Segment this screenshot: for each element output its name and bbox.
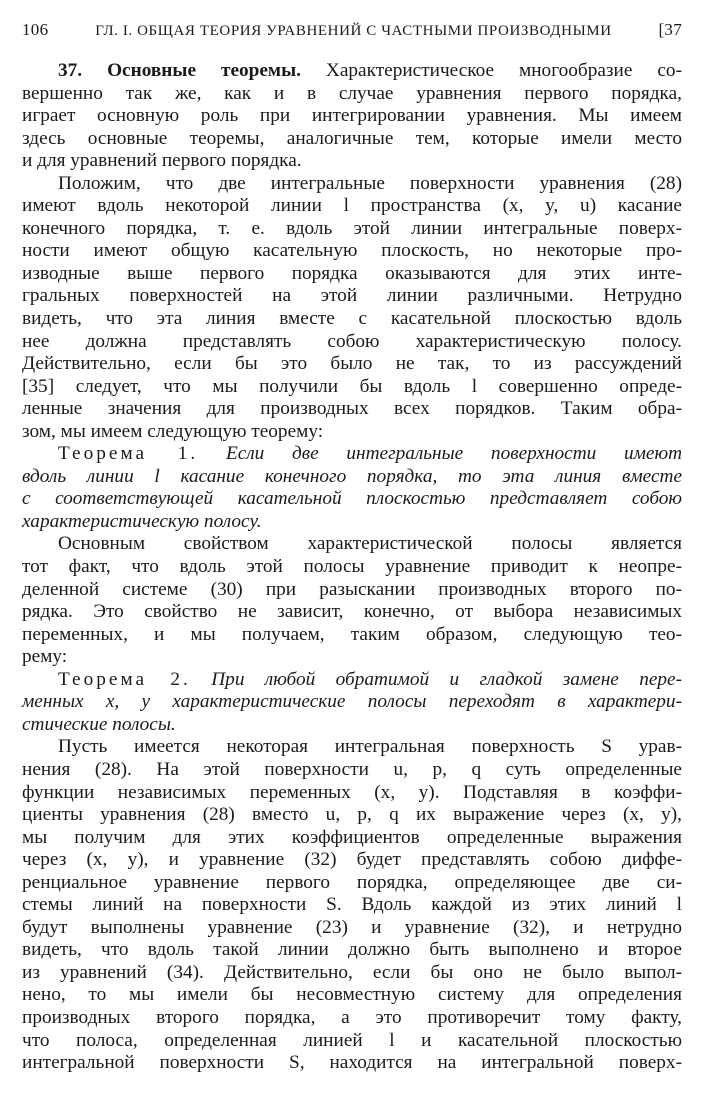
section-heading: 37. Основные теоремы. [58, 60, 301, 81]
theorem-2-line: менных x, y характеристические полосы переходят в характери- [22, 691, 682, 713]
text-line: вершенно так же, как и в случае уравнения первого порядка, [22, 82, 682, 104]
text-line: Основным свойством характеристической полосы является [58, 533, 682, 555]
text-line: тот факт, что вдоль этой полосы уравнение приводит к неопре- [22, 556, 682, 578]
text-line: функции независимых переменных (x, y). Подставляя в коэффи- [22, 781, 682, 803]
text-line: [35] следует, что мы получили бы вдоль l совершенно опреде- [22, 375, 682, 397]
text-line: переменных, и мы получаем, таким образом, следующую тео- [22, 623, 682, 645]
text-line: что полоса, определенная линией l и касательной плоскостью [22, 1029, 682, 1051]
theorem-1-line: с соответствующей касательной плоскостью представляет собою [22, 488, 682, 510]
text-line: изводные выше первого порядка оказываются для этих инте- [22, 262, 682, 284]
text-line: конечного порядка, т. е. вдоль этой линии интегральные поверх- [22, 217, 682, 239]
text-line: рему: [22, 646, 68, 668]
text-line: ренциальное уравнение первого порядка, определяющее две си- [22, 871, 682, 893]
section-number: [37 [658, 20, 682, 39]
text-line: производных второго порядка, а это противоречит тому факту, [22, 1006, 682, 1028]
text-line: нено, то мы имели бы несовместную систему для определения [22, 984, 682, 1006]
text-line: деленной системе (30) при разыскании производных второго по- [22, 578, 682, 600]
theorem-1-line: характеристическую полосу. [22, 510, 262, 532]
text-line: 37. Основные теоремы. Характеристическое многообразие со- [58, 60, 682, 81]
text-line: интегральной поверхности S, находится на интегральной поверх- [22, 1052, 682, 1074]
text-line: из уравнений (34). Действительно, если бы оно не было выпол- [22, 961, 682, 983]
theorem-1-line: вдоль линии l касание конечного порядка, то эта линия вместе [22, 465, 682, 487]
text-line: здесь основные теоремы, аналогичные тем, которые имели место [22, 127, 682, 149]
theorem-2-line: Теорема 2. При любой обратимой и гладкой замене пере- [58, 668, 683, 690]
text-line: видеть, что вдоль такой линии должно быть выполнено и второе [22, 939, 682, 961]
text-line: имеют вдоль некоторой линии l пространства (x, y, u) касание [22, 195, 682, 217]
text-line: циенты уравнения (28) вместо u, p, q их выражение через (x, y), [22, 804, 682, 826]
text-line: видеть, что эта линия вместе с касательной плоскостью вдоль [22, 308, 682, 330]
text-line: стемы линий на поверхности S. Вдоль каждой из этих линий l [22, 894, 682, 916]
text-line: Пусть имеется некоторая интегральная поверхность S урав- [58, 736, 682, 758]
page-number: 106 [22, 20, 49, 39]
text-line: нения (28). На этой поверхности u, p, q суть определенные [22, 758, 682, 780]
text-line: нее должна представлять собою характеристическую полосу. [22, 330, 682, 352]
text-line: рядка. Это свойство не зависит, конечно, от выбора независимых [22, 601, 682, 623]
text-line: мы получим для этих коэффициентов определенные выражения [22, 826, 682, 848]
text-line: зом, мы имеем следующую теорему: [22, 420, 324, 442]
chapter-title: ГЛ. I. ОБЩАЯ ТЕОРИЯ УРАВНЕНИЙ С ЧАСТНЫМИ ПРОИЗВОДНЫМИ [95, 23, 612, 39]
theorem-1-line: Теорема 1. Если две интегральные поверхности имеют [58, 443, 683, 465]
text-line: гральных поверхностей на этой линии различными. Нетрудно [22, 285, 682, 307]
theorem-2-line: стические полосы. [22, 713, 176, 735]
text-line: и для уравнений первого порядка. [22, 150, 302, 172]
text-line: ленные значения для производных всех порядков. Таким обра- [22, 398, 682, 420]
text-line: играет основную роль при интегрировании уравнения. Мы имеем [22, 105, 682, 127]
theorem-1-label: Теорема 1. [58, 443, 199, 465]
text-line: Действительно, если бы это было не так, то из рассуждений [22, 353, 682, 375]
text-line: через (x, y), и уравнение (32) будет представлять собою диффе- [22, 849, 682, 871]
text-line: ности имеют общую касательную плоскость, но некоторые про- [22, 240, 682, 262]
text-line: будут выполнены уравнение (23) и уравнение (32), и нетрудно [22, 916, 682, 938]
page-body [22, 60, 682, 1075]
theorem-2-label: Теорема 2. [58, 668, 191, 690]
running-header [22, 20, 682, 52]
text-line: Положим, что две интегральные поверхности уравнения (28) [58, 172, 682, 194]
